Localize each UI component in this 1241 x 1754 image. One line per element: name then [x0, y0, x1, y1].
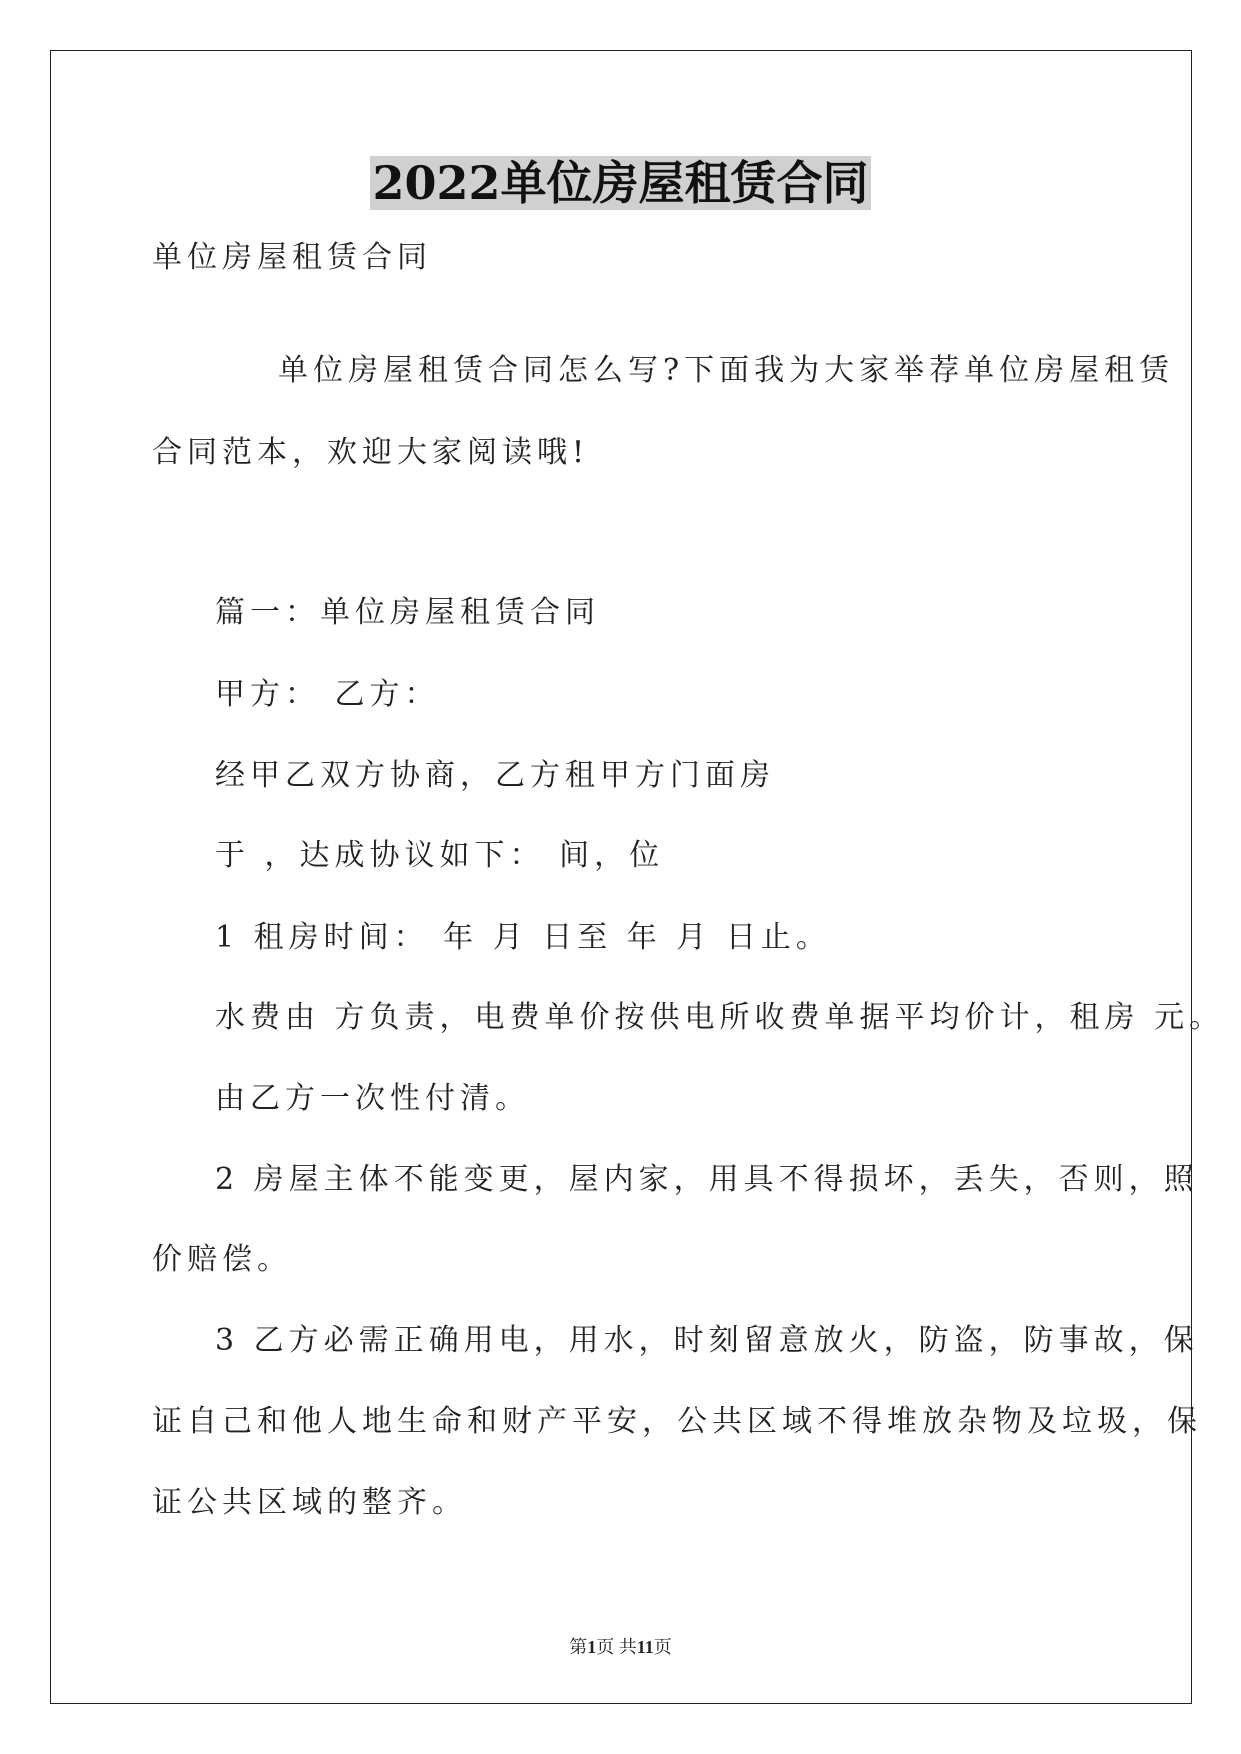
item-1-payment: 由乙方一次性付清。: [215, 1081, 530, 1116]
footer-mid: 页 共: [596, 1637, 637, 1657]
intro-line-1: 单位房屋租赁合同怎么写?下面我为大家举荐单位房屋租赁: [278, 353, 1175, 388]
item-2-line-1: 2 房屋主体不能变更，屋内家，用具不得损坏，丢失，否则，照: [215, 1162, 1199, 1197]
paragraph-1: 经甲乙双方协商，乙方租甲方门面房: [215, 758, 775, 793]
paragraph-2: 于 ，达成协议如下： 间，位: [215, 838, 665, 873]
item-3-line-1: 3 乙方必需正确用电，用水，时刻留意放火，防盗，防事故，保: [215, 1323, 1199, 1358]
item-3-line-3: 证公共区域的整齐。: [152, 1485, 467, 1520]
section-title: 篇一：单位房屋租赁合同: [215, 595, 600, 630]
item-3-line-2: 证自己和他人地生命和财产平安，公共区域不得堆放杂物及垃圾，保: [152, 1404, 1202, 1439]
page-border: [50, 50, 1192, 1704]
item-1-water-fee: 水费由 方负责，电费单价按供电所收费单据平均价计，租房 元。: [215, 1000, 1225, 1035]
footer-suffix: 页: [653, 1637, 672, 1657]
item-1-rent-period: 1 租房时间： 年 月 日至 年 月 日止。: [215, 920, 831, 955]
title-highlight: 2022单位房屋租赁合同: [372, 156, 869, 210]
item-2-line-2: 价赔偿。: [152, 1242, 292, 1277]
document-title: [0, 150, 1241, 216]
subheading: 单位房屋租赁合同: [152, 240, 432, 275]
footer-total-pages: 11: [636, 1637, 654, 1657]
parties-line: 甲方： 乙方：: [215, 677, 440, 712]
intro-line-2: 合同范本，欢迎大家阅读哦!: [152, 435, 590, 470]
page-footer: [0, 1633, 1241, 1659]
footer-page-number: 1: [587, 1637, 597, 1657]
footer-prefix: 第: [569, 1637, 588, 1657]
